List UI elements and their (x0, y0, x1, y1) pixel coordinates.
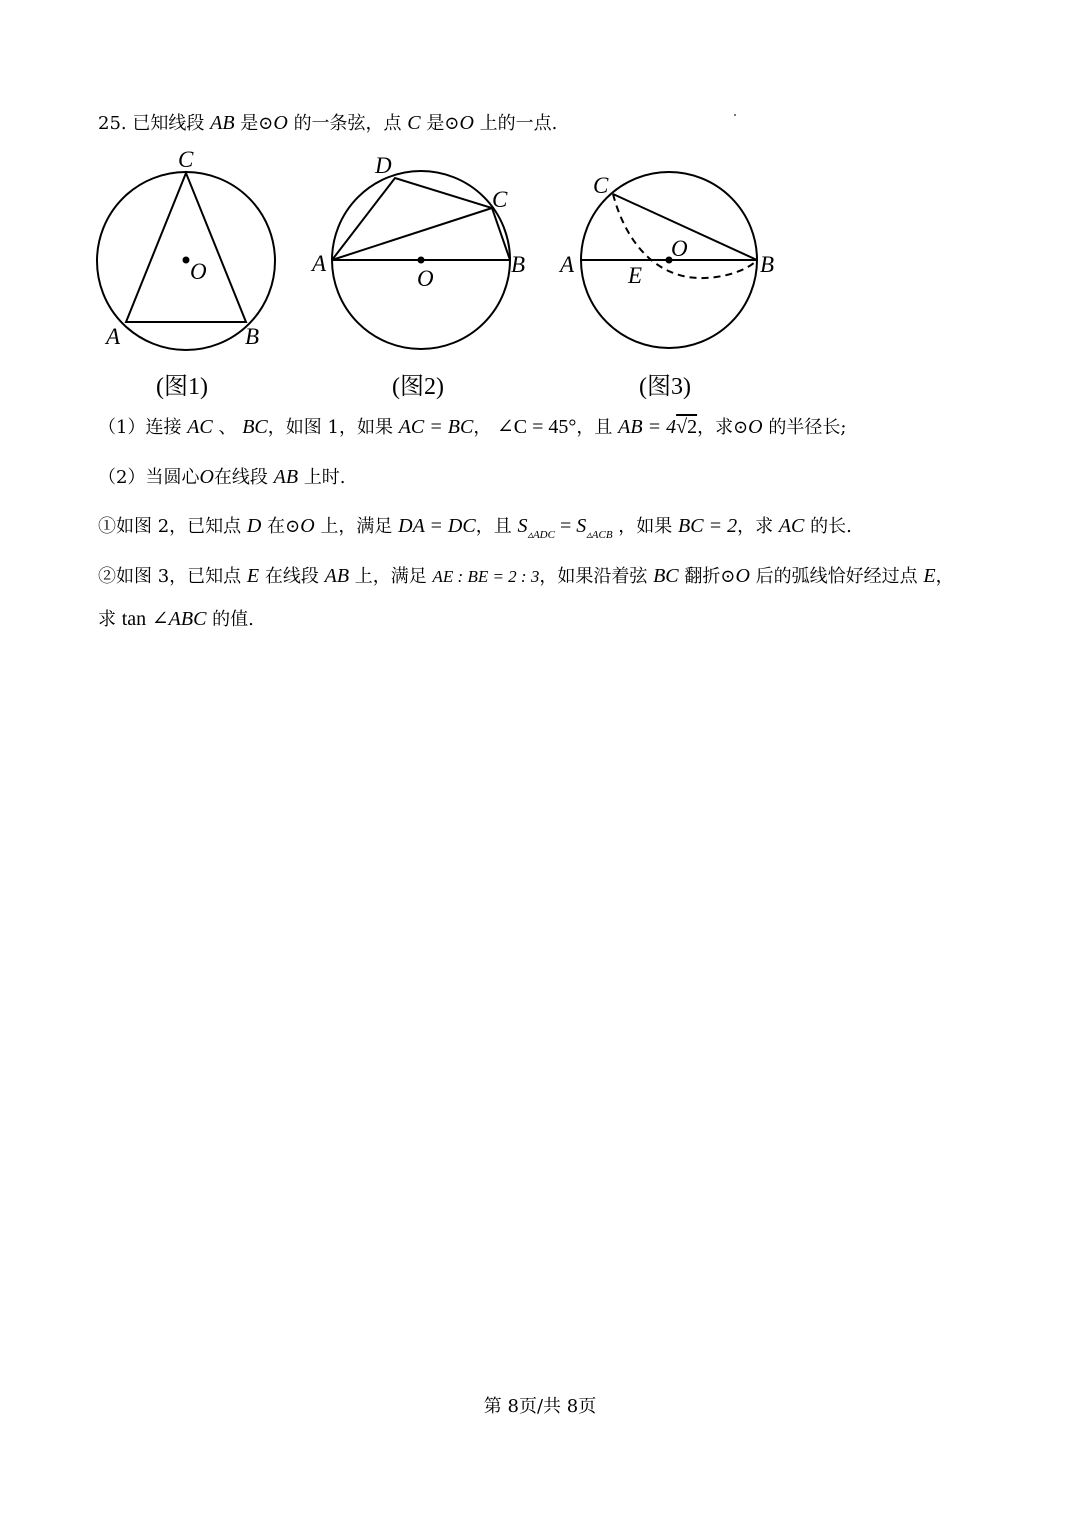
sub2b-tan: tan (121, 608, 147, 630)
sub2-text-3: ，如果沿着弦 (539, 566, 648, 587)
intro-text-5: 上的一点. (479, 113, 558, 134)
fig2-label-c: C (492, 187, 508, 212)
part1-circle-o: O (748, 416, 763, 438)
point-c: C (407, 112, 421, 134)
part1-text-2: ， (473, 417, 492, 438)
figure-1 (90, 140, 290, 360)
part1-sep: 、 (218, 417, 237, 438)
fig3-label-b: B (760, 252, 775, 277)
fig3-label-o: O (671, 236, 688, 261)
intro-text-1: 已知线段 (132, 113, 205, 134)
sub1-text-3: ，且 (475, 516, 512, 537)
part2-ab: AB (273, 466, 299, 488)
part2-num: （2）当圆心 (98, 467, 200, 488)
part2-text-2: 上时. (303, 467, 346, 488)
sub2-text-0: ②如图 3，已知点 (98, 566, 242, 587)
sub2-text-4: 翻折⊙ (684, 566, 736, 587)
sub1-eq-da-dc: DA = DC (398, 515, 476, 537)
sub1-s1-subscript: ▵ADC (527, 529, 555, 541)
sub2-bc: BC (653, 565, 679, 587)
sub1-text-6: 的长. (810, 516, 852, 537)
part1-bc: BC (242, 416, 268, 438)
fig1-caption: (图1) (156, 374, 208, 400)
fig3-label-e: E (628, 263, 643, 288)
sub2b-text-0: 求 (98, 609, 116, 630)
part2-text-1: 在线段 (213, 467, 268, 488)
part1-text-3: ，且 (576, 417, 613, 438)
part1-text-5: 的半径长; (768, 417, 847, 438)
sub1-text-1: 在⊙ (267, 516, 301, 537)
sub2-e-2: E (923, 565, 936, 587)
part-2 (98, 464, 346, 491)
sub-question-2 (98, 563, 954, 590)
speck (734, 114, 736, 116)
fig2-center-dot (418, 257, 425, 264)
sub1-text-0: ①如图 2，已知点 (98, 516, 242, 537)
fig3-label-a: A (560, 252, 575, 277)
sub1-equals: = (554, 515, 577, 537)
fig1-label-b: B (245, 324, 260, 349)
part1-sqrt: √2 (676, 416, 698, 438)
fig2-label-a: A (312, 251, 327, 276)
sub1-bc-value: BC = 2 (678, 515, 738, 537)
intro-text-2: 是⊙ (240, 113, 274, 134)
sub1-o: O (300, 515, 315, 537)
chord-ab: AB (210, 112, 235, 134)
sub2-ratio: AE : BE = 2 : 3 (432, 567, 540, 586)
fig1-center-dot (183, 257, 190, 264)
sub2-text-2: 上，满足 (354, 566, 427, 587)
sub2-o: O (735, 565, 750, 587)
part1-text-1: ，如图 1，如果 (267, 417, 393, 438)
sub2-e: E (246, 565, 260, 587)
fig2-caption: (图2) (392, 374, 444, 400)
sub-question-2-cont (98, 606, 254, 633)
sub1-s1: S (517, 515, 528, 537)
fig2-label-b: B (511, 252, 526, 277)
sub2b-angle: ∠ABC (151, 608, 207, 630)
intro-text-4: 是⊙ (426, 113, 460, 134)
part2-o: O (199, 466, 214, 488)
fig3-label-c: C (593, 173, 609, 198)
figure-3 (555, 150, 795, 360)
sub1-text-5: ，求 (737, 516, 774, 537)
fig2-chord-ac (332, 208, 492, 260)
sub2-text-6: ， (935, 566, 954, 587)
fig3-caption: (图3) (639, 374, 691, 400)
fig1-label-a: A (106, 324, 121, 349)
sub2-text-5: 后的弧线恰好经过点 (755, 566, 918, 587)
fig2-label-d: D (375, 153, 392, 178)
problem-number: 25. (98, 113, 127, 134)
part-1 (98, 414, 846, 441)
page-footer: 第 8页/共 8页 (483, 1396, 597, 1417)
circle-o: O (273, 112, 288, 134)
circle-o-2: O (459, 112, 474, 134)
fig2-quad-adcb (332, 178, 510, 260)
sub1-d: D (246, 515, 262, 537)
sub2b-text-1: 的值. (212, 609, 254, 630)
part1-ab-value: AB = 4 (618, 416, 677, 438)
fig2-label-o: O (417, 266, 434, 291)
sub1-s2-subscript: ▵ACB (586, 529, 613, 541)
sub1-text-2: 上，满足 (320, 516, 393, 537)
sub2-ab: AB (324, 565, 350, 587)
figure-2 (305, 150, 545, 360)
fig1-label-c: C (178, 147, 194, 172)
part1-num: （1）连接 (98, 417, 182, 438)
intro-text-3: 的一条弦，点 (293, 113, 402, 134)
part1-text-4: ，求⊙ (697, 417, 749, 438)
sub2-text-1: 在线段 (264, 566, 319, 587)
sub1-text-4: ，如果 (618, 516, 673, 537)
part1-angle-c: ∠C = 45° (497, 416, 577, 438)
fig1-label-o: O (190, 259, 207, 284)
part1-ac: AC (187, 416, 213, 438)
fig1-triangle (126, 173, 246, 322)
sub1-ac: AC (778, 515, 805, 537)
problem-statement (98, 110, 557, 137)
sub1-s2: S (576, 515, 587, 537)
part1-eq-ac-bc: AC = BC (398, 416, 474, 438)
sub-question-1 (98, 513, 852, 548)
